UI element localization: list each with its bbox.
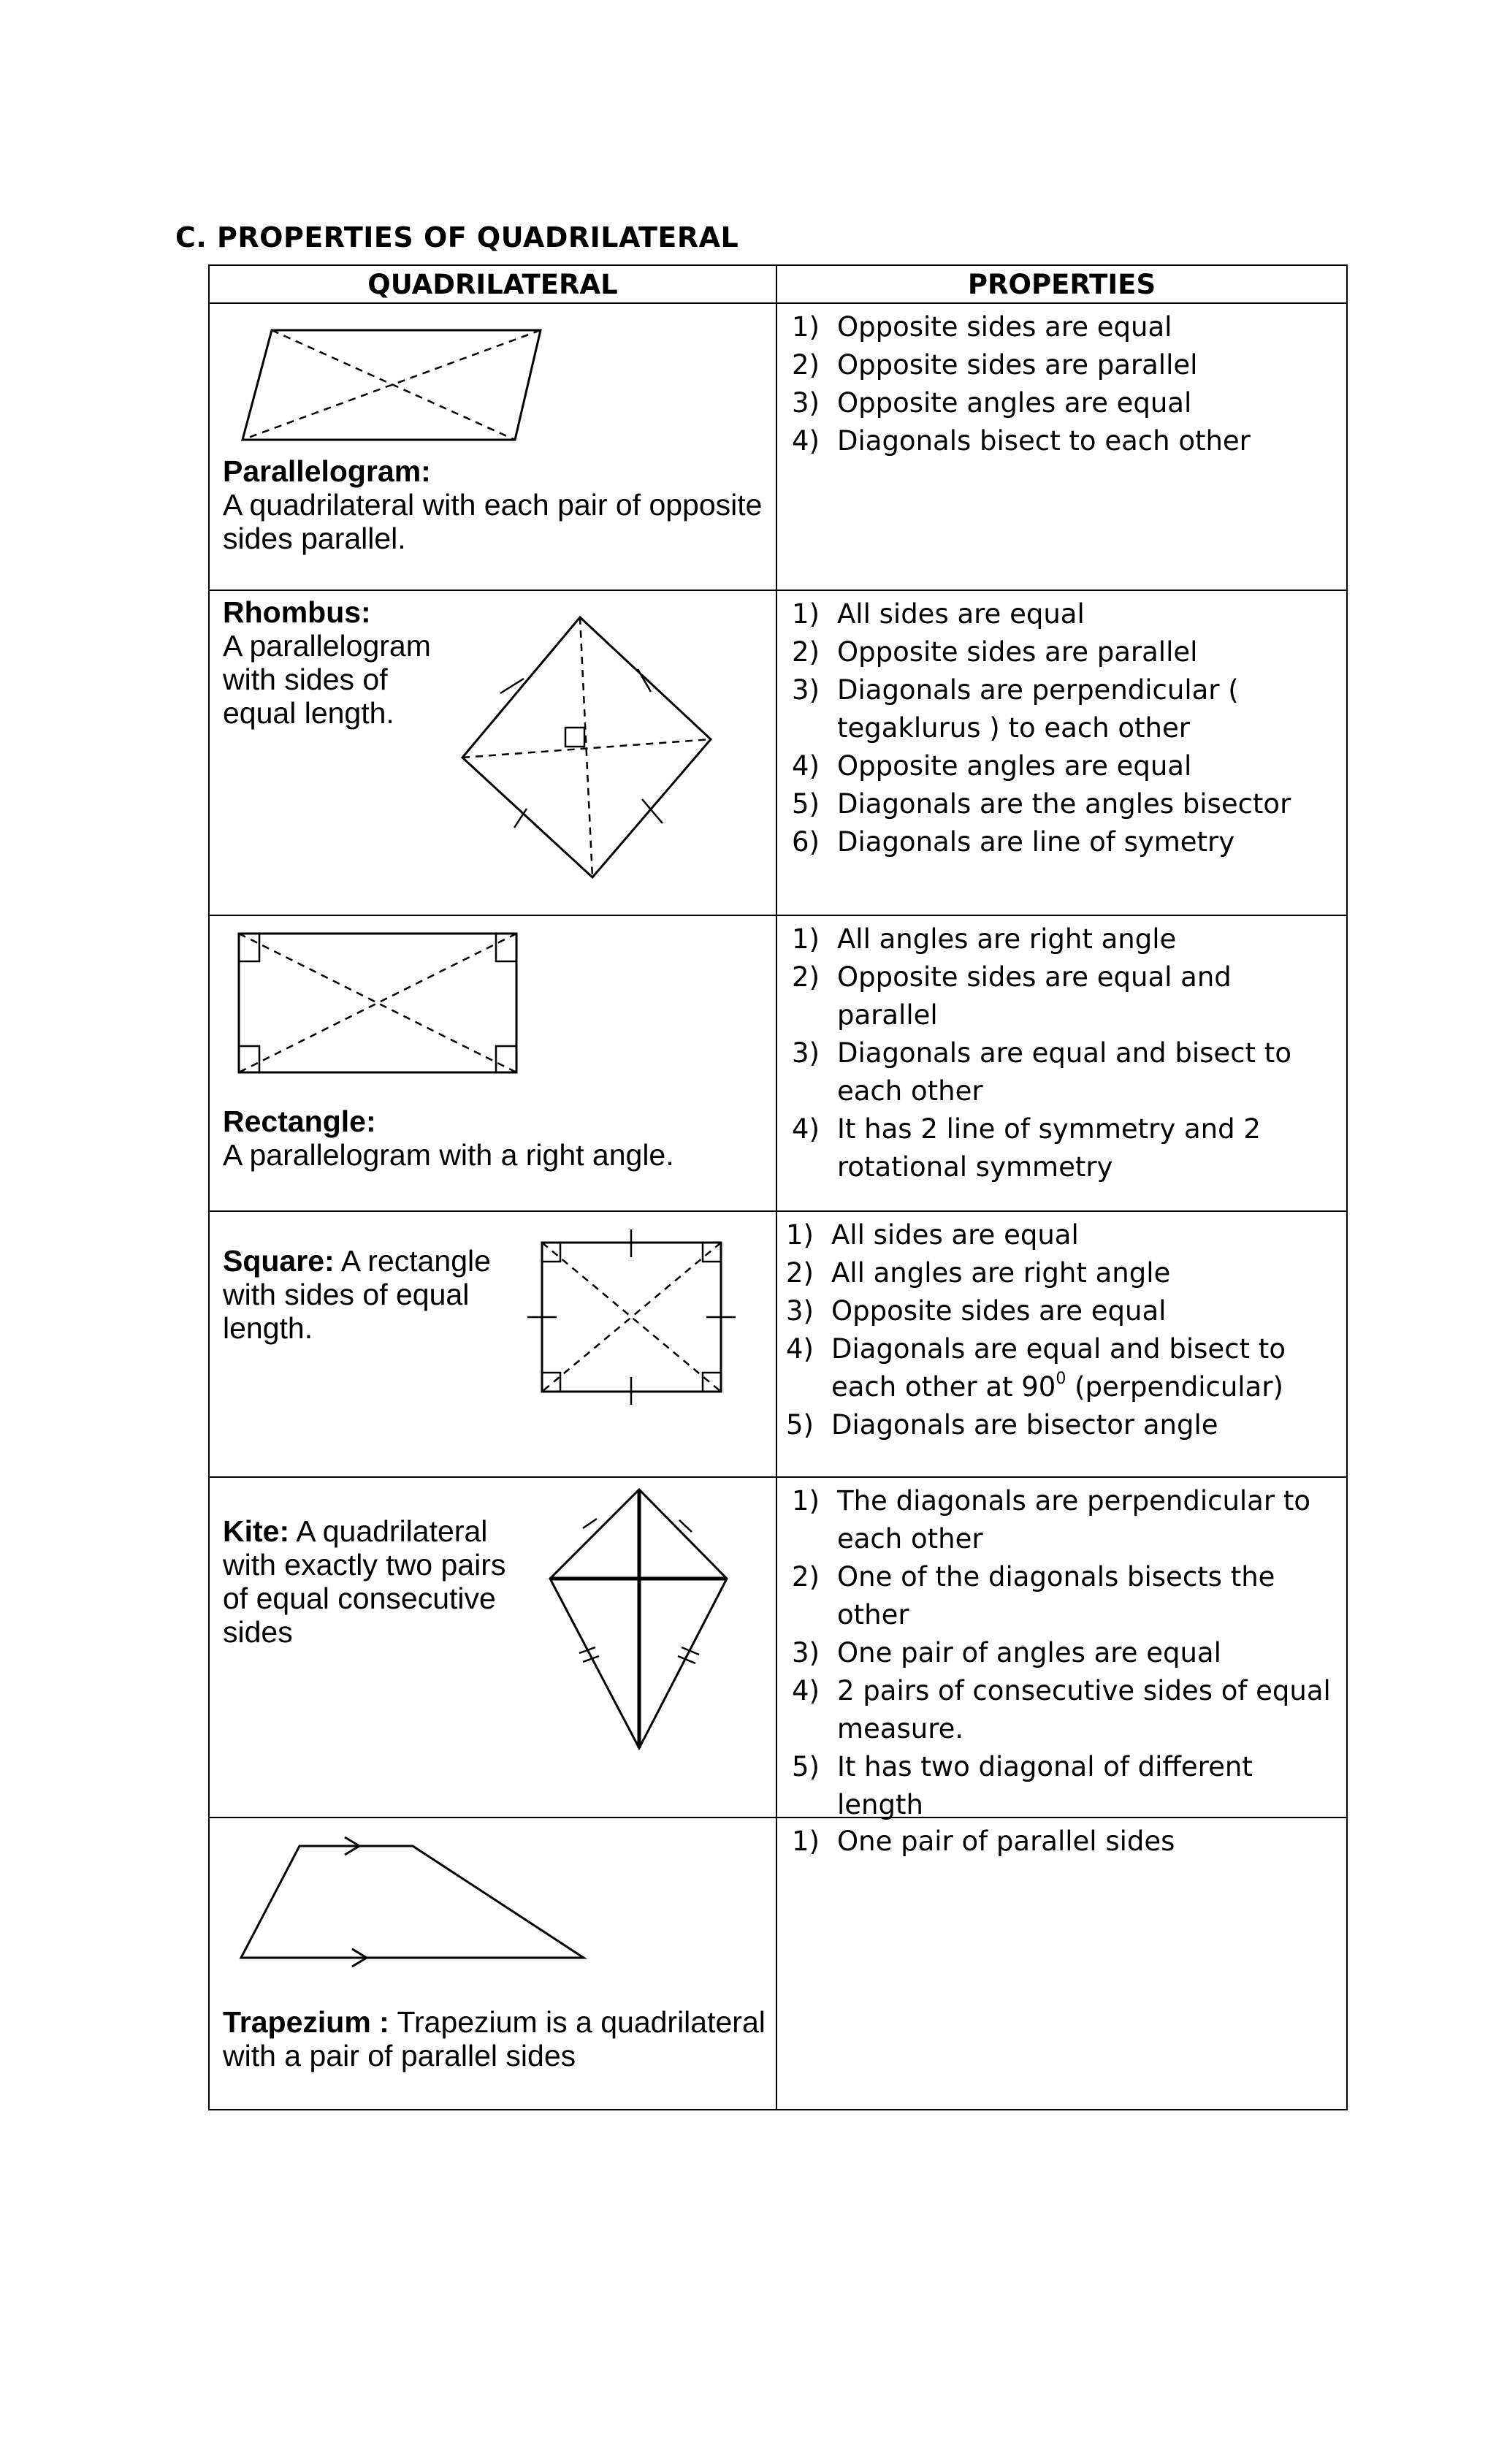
- list-item: 1) The diagonals are perpendicular to each other: [792, 1485, 1310, 1555]
- rhombus-properties-cell: [776, 590, 1347, 915]
- square-cell: [209, 1211, 776, 1477]
- rhombus-name: Rhombus:: [223, 595, 371, 629]
- parallelogram-properties: [792, 308, 1340, 460]
- kite-name: Kite:: [223, 1514, 290, 1548]
- list-item: 2) Opposite sides are equal and parallel: [792, 961, 1232, 1031]
- list-item: 2) One of the diagonals bisects the other: [792, 1561, 1275, 1630]
- rectangle-name: Rectangle:: [223, 1105, 376, 1138]
- rectangle-description: [223, 1105, 778, 1172]
- parallelogram-name: Parallelogram:: [223, 454, 431, 488]
- list-item: 5) It has two diagonal of different length: [792, 1751, 1253, 1820]
- list-item: 2) Opposite sides are parallel: [792, 636, 1198, 668]
- kite-definition: A quadrilateral with exactly two pairs of equal consecutive sides: [223, 1514, 506, 1649]
- list-item: 5) Diagonals are bisector angle: [786, 1409, 1218, 1441]
- list-item: 3) Opposite angles are equal: [792, 387, 1192, 419]
- square-diagram: [210, 1212, 777, 1478]
- list-item: 4) 2 pairs of consecutive sides of equal measure.: [792, 1675, 1331, 1744]
- square-properties-cell: [776, 1211, 1347, 1477]
- rhombus-properties: [792, 595, 1340, 861]
- list-item: 1) All sides are equal: [792, 598, 1085, 630]
- rhombus-diagram: [210, 591, 777, 916]
- parallelogram-cell: [209, 303, 776, 590]
- header-properties: PROPERTIES: [776, 265, 1347, 303]
- trapezium-properties-cell: [776, 1818, 1347, 2110]
- kite-cell: [209, 1477, 776, 1818]
- rectangle-properties: [792, 920, 1340, 1186]
- trapezium-name: Trapezium :: [223, 2005, 389, 2039]
- list-item: 3) Opposite sides are equal: [786, 1295, 1167, 1327]
- list-item: 1) All sides are equal: [786, 1219, 1079, 1251]
- kite-properties-cell: [776, 1477, 1347, 1818]
- kite-properties: [792, 1482, 1340, 1824]
- square-properties: [786, 1216, 1340, 1444]
- list-item: 4) Diagonals are equal and bisect to each other at $90^0$ (perpendicular): [786, 1333, 1286, 1403]
- rhombus-definition: A parallelogram with sides of equal length.: [223, 629, 431, 730]
- page-heading: C. PROPERTIES OF QUADRILATERAL: [175, 221, 739, 253]
- list-item: 4) Opposite angles are equal: [792, 750, 1192, 782]
- list-item: 1) All angles are right angle: [792, 923, 1177, 955]
- trapezium-cell: [209, 1818, 776, 2110]
- parallelogram-definition: A quadrilateral with each pair of opposite sides parallel.: [223, 488, 763, 555]
- square-definition: A rectangle with sides of equal length.: [223, 1244, 491, 1345]
- quadrilateral-properties-table: [208, 264, 1348, 2110]
- list-item: 3) Diagonals are perpendicular ( tegaklurus ) to each other: [792, 674, 1239, 744]
- list-item: 1) Opposite sides are equal: [792, 311, 1172, 343]
- list-item: 2) Opposite sides are parallel: [792, 349, 1198, 381]
- list-item: 1) One pair of parallel sides: [792, 1826, 1175, 1857]
- parallelogram-description: [223, 454, 778, 555]
- rectangle-definition: A parallelogram with a right angle.: [223, 1138, 674, 1172]
- trapezium-description: [223, 2005, 778, 2072]
- list-item: 5) Diagonals are the angles bisector: [792, 788, 1291, 820]
- list-item: 2) All angles are right angle: [786, 1257, 1171, 1289]
- list-item: 3) One pair of angles are equal: [792, 1637, 1221, 1668]
- rhombus-cell: [209, 590, 776, 915]
- square-name: Square:: [223, 1244, 335, 1278]
- list-item: 6) Diagonals are line of symetry: [792, 826, 1235, 858]
- list-item: 4) It has 2 line of symmetry and 2 rotational symmetry: [792, 1113, 1261, 1183]
- header-quadrilateral: QUADRILATERAL: [209, 265, 776, 303]
- parallelogram-properties-cell: [776, 303, 1347, 590]
- trapezium-definition: Trapezium is a quadrilateral with a pair of parallel sides: [223, 2005, 766, 2072]
- rectangle-properties-cell: [776, 915, 1347, 1211]
- rectangle-cell: [209, 915, 776, 1211]
- list-item: 3) Diagonals are equal and bisect to each other: [792, 1037, 1291, 1107]
- list-item: 4) Diagonals bisect to each other: [792, 425, 1251, 457]
- kite-diagram: [210, 1478, 777, 1818]
- trapezium-properties: [792, 1823, 1340, 1861]
